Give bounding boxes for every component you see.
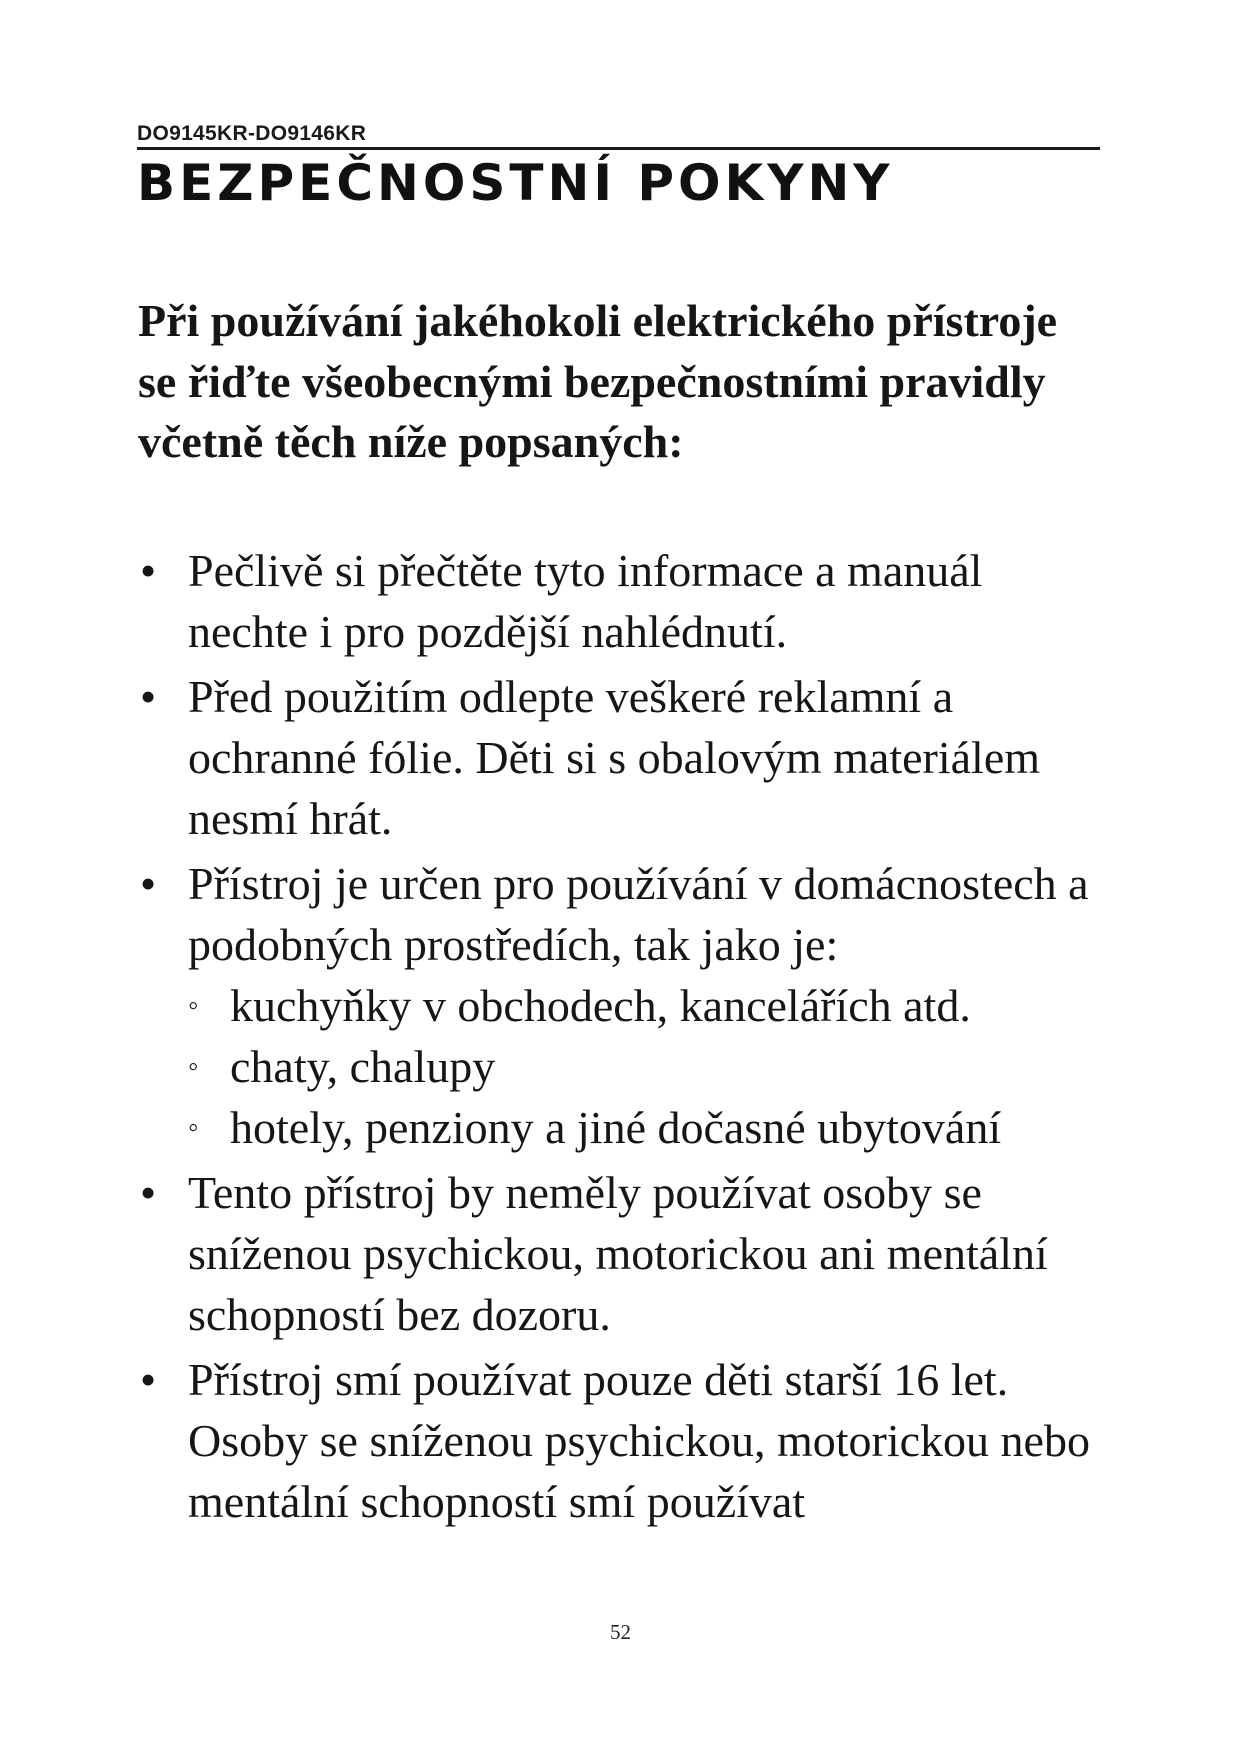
model-number: DO9145KR-DO9146KR (137, 122, 367, 145)
sub-list-item (188, 975, 1098, 1036)
sub-list-item (188, 1036, 1098, 1097)
list-item (138, 666, 1098, 849)
safety-rules-list (138, 540, 1098, 1536)
bullet-icon: • (140, 858, 157, 909)
list-item (138, 1162, 1098, 1345)
sub-list-item-text: chaty, chalupy (230, 1041, 496, 1092)
header-rule (137, 147, 1100, 150)
intro-paragraph: Při používání jakéhokoli elektrického přístroje se řiďte všeobecnými bezpečnostními pravidly včetně těch níže popsaných: (138, 295, 1058, 467)
sub-list-item-text: hotely, penziony a jiné dočasné ubytování (230, 1102, 1002, 1153)
page-number: 52 (610, 1620, 631, 1644)
list-item-text: Přístroj smí používat pouze děti starší 16 let. Osoby se sníženou psychickou, motorickou nebo mentální schopností smí používat (188, 1354, 1090, 1527)
list-item-text: Přístroj je určen pro používání v domácnostech a podobných prostředích, tak jako je: (188, 858, 1089, 970)
list-item (138, 853, 1098, 1158)
sub-list (188, 975, 1098, 1158)
sub-bullet-icon: ◦ (188, 989, 199, 1022)
bullet-icon: • (140, 671, 157, 722)
list-item-text: Před použitím odlepte veškeré reklamní a ochranné fólie. Děti si s obalovým materiálem nesmí hrát. (188, 671, 1041, 844)
sub-list-item-text: kuchyňky v obchodech, kancelářích atd. (230, 980, 971, 1031)
list-item (138, 540, 1098, 662)
sub-list-item (188, 1097, 1098, 1158)
page-title: BEZPEČNOSTNÍ POKYNY (137, 154, 894, 212)
list-item-text: Tento přístroj by neměly používat osoby se sníženou psychickou, motorickou ani mentální schopností bez dozoru. (188, 1167, 1048, 1340)
bullet-icon: • (140, 1167, 157, 1218)
bullet-icon: • (140, 545, 157, 596)
list-item-text: Pečlivě si přečtěte tyto informace a manuál nechte i pro pozdější nahlédnutí. (188, 545, 983, 657)
bullet-icon: • (140, 1354, 157, 1405)
sub-bullet-icon: ◦ (188, 1050, 199, 1083)
sub-bullet-icon: ◦ (188, 1111, 199, 1144)
list-item (138, 1349, 1098, 1532)
